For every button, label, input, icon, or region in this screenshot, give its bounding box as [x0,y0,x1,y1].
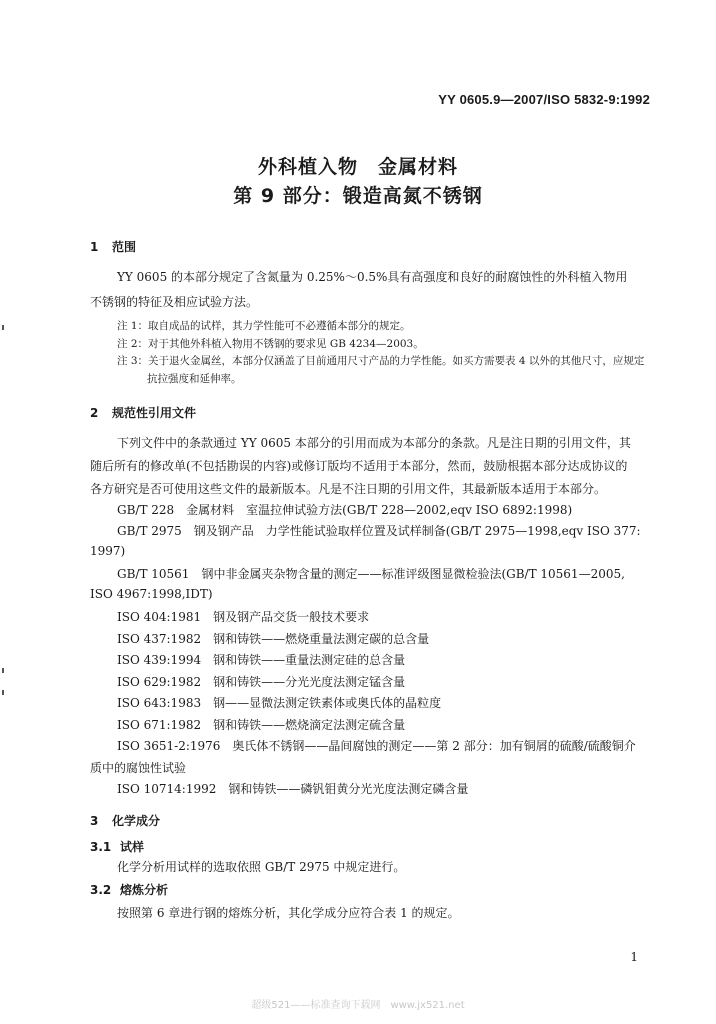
section-1-heading [90,238,136,255]
subsection-title: 试样 [120,840,145,854]
scan-margin-mark [2,668,4,673]
reference-item-continuation: ISO 4967:1998,IDT) [90,587,213,601]
reference-item-continuation: 1997) [90,544,126,558]
section-2-heading [90,404,196,421]
paragraph-line: 化学分析用试样的选取依照 GB/T 2975 中规定进行。 [117,860,406,874]
paragraph-line: 各方研究是否可使用这些文件的最新版本。凡是不注日期的引用文件，其最新版本适用于本部分。 [90,482,607,496]
section-number: 2 [90,406,99,420]
subsection-3-1-heading [90,838,144,855]
document-subtitle: 第 9 部分：锻造高氮不锈钢 [233,185,483,207]
reference-item: ISO 643:1983 钢——显微法测定铁素体或奥氏体的晶粒度 [117,696,442,710]
section-number: 1 [90,240,99,254]
page-number: 1 [630,950,638,964]
reference-item-continuation: 质中的腐蚀性试验 [90,761,187,775]
watermark: 超级521——标准查询下载网 www.jx521.net [251,1000,465,1011]
paragraph-line: YY 0605 的本部分规定了含氮量为 0.25%～0.5%具有高强度和良好的耐腐蚀性的外科植入物用 [117,270,628,284]
section-number: 3 [90,814,99,828]
subsection-number: 3.2 [90,883,112,897]
reference-item: ISO 404:1981 钢及钢产品交货一般技术要求 [117,610,370,624]
subsection-title: 熔炼分析 [120,883,169,897]
note-continuation: 抗拉强度和延伸率。 [147,373,242,385]
reference-item: ISO 437:1982 钢和铸铁——燃烧重量法测定碳的总含量 [117,632,430,646]
reference-item: GB/T 10561 钢中非金属夹杂物含量的测定——标准评级图显微检验法(GB/T 10561—2005, [117,567,625,581]
reference-item: ISO 671:1982 钢和铸铁——燃烧滴定法测定硫含量 [117,718,406,732]
note: 注 3：关于退火金属丝，本部分仅涵盖了目前通用尺寸产品的力学性能。如买方需要表 4 以外的其他尺寸，应规定 [117,355,645,367]
subsection-number: 3.1 [90,840,112,854]
paragraph-line: 随后所有的修改单(不包括勘误的内容)或修订版均不适用于本部分，然而，鼓励根据本部分达成协议的 [90,459,628,473]
reference-item: ISO 629:1982 钢和铸铁——分光光度法测定锰含量 [117,675,406,689]
scan-margin-mark [2,690,4,695]
section-title: 化学成分 [112,814,161,828]
paragraph-line: 下列文件中的条款通过 YY 0605 本部分的引用而成为本部分的条款。凡是注日期的引用文件，其 [117,436,631,450]
subsection-3-2-heading [90,881,168,898]
paragraph-line: 不锈钢的特征及相应试验方法。 [90,295,259,309]
reference-item: ISO 3651-2:1976 奥氏体不锈钢——晶间腐蚀的测定——第 2 部分：加有铜屑的硫酸/硫酸铜介 [117,739,636,753]
reference-item: GB/T 228 金属材料 室温拉伸试验方法(GB/T 228—2002,eqv ISO 6892:1998) [117,503,573,517]
reference-item: ISO 10714:1992 钢和铸铁——磷钒钼黄分光光度法测定磷含量 [117,782,469,796]
section-title: 规范性引用文件 [112,406,197,420]
scan-margin-mark [2,325,4,330]
document-title: 外科植入物 金属材料 [257,156,458,178]
standard-number: YY 0605.9—2007/ISO 5832-9:1992 [438,92,650,107]
note: 注 1：取自成品的试样，其力学性能可不必遵循本部分的规定。 [117,320,411,332]
reference-item: ISO 439:1994 钢和铸铁——重量法测定硅的总含量 [117,653,406,667]
paragraph-line: 按照第 6 章进行钢的熔炼分析，其化学成分应符合表 1 的规定。 [117,906,460,920]
note: 注 2：对于其他外科植入物用不锈钢的要求见 GB 4234—2003。 [117,338,424,350]
section-3-heading [90,812,160,829]
section-title: 范围 [112,240,137,254]
reference-item: GB/T 2975 钢及钢产品 力学性能试验取样位置及试样制备(GB/T 2975—1998,eqv ISO 377: [117,524,641,538]
